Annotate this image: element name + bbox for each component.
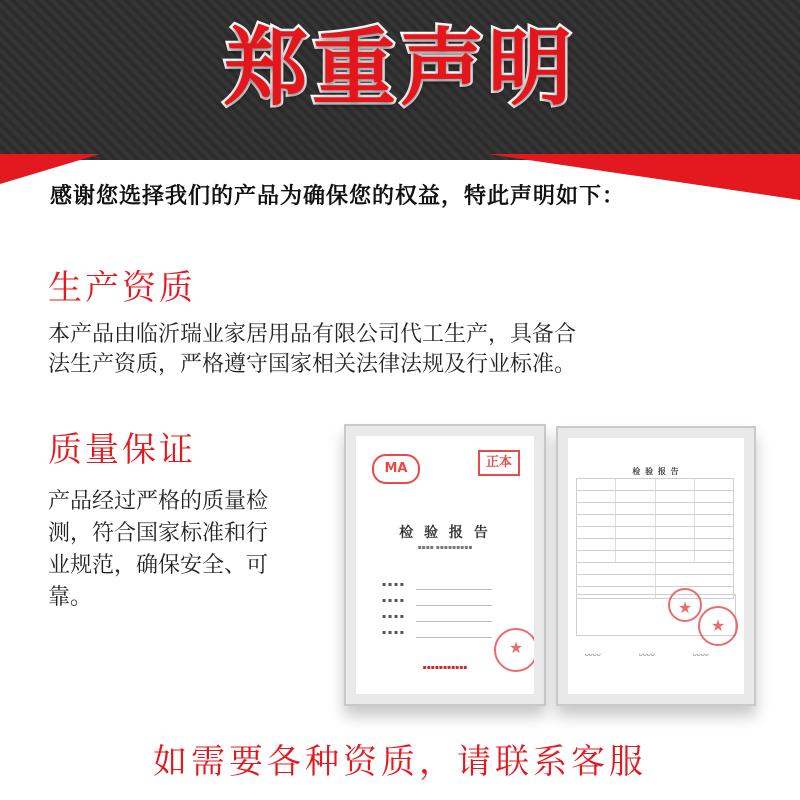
section-title-qualification: 生产资质 <box>48 268 196 308</box>
footer-contact-text: 如需要各种资质，请联系客服 <box>153 742 647 782</box>
info-value-line <box>416 628 492 638</box>
table-row <box>576 575 734 587</box>
table-row <box>576 563 734 575</box>
table-row <box>576 478 734 491</box>
section-body-qualification <box>48 320 688 380</box>
info-label-placeholder: ▪ ▪ ▪ ▪ <box>382 629 404 636</box>
certificate-paper <box>568 438 744 694</box>
certificate-paper <box>356 436 534 694</box>
intro-text: 感谢您选择我们的产品为确保您的权益，特此声明如下： <box>50 184 626 209</box>
table-row <box>576 503 734 515</box>
quality-line: 产品经过严格的质量检 <box>48 489 269 514</box>
table-cell <box>656 527 695 538</box>
left-red-stripe <box>0 154 100 184</box>
info-value-line <box>416 612 492 622</box>
table-cell <box>656 479 695 490</box>
info-value-line <box>416 580 492 590</box>
ma-mark: MA <box>372 454 420 484</box>
table-cell <box>656 575 734 586</box>
table-cell <box>616 527 655 538</box>
section-title-quality: 质量保证 <box>48 430 196 470</box>
table-cell <box>577 515 616 526</box>
info-label-placeholder: ▪ ▪ ▪ ▪ <box>382 581 404 588</box>
signature-mark: 〰〰 <box>638 651 654 660</box>
red-seal <box>668 588 702 622</box>
certificate-frame-right <box>556 426 756 706</box>
table-cell <box>616 491 655 502</box>
table-cell <box>616 503 655 514</box>
table-row <box>576 527 734 539</box>
quality-line: 测，符合国家标准和行 <box>48 521 269 546</box>
table-cell <box>656 539 695 550</box>
table-cell <box>616 479 655 490</box>
table-cell <box>577 551 616 562</box>
page-title: 郑重声明 <box>223 19 576 117</box>
info-label-placeholder: ▪ ▪ ▪ ▪ <box>382 597 404 604</box>
table-row <box>576 539 734 551</box>
red-seal <box>698 606 738 646</box>
table-cell <box>616 539 655 550</box>
table-cell <box>656 491 695 502</box>
report-title: 检 验 报 告 <box>632 467 680 476</box>
table-cell <box>695 551 733 562</box>
table-cell <box>695 479 733 490</box>
quality-line: 靠。 <box>48 585 93 610</box>
report-table <box>576 478 734 599</box>
table-row <box>576 551 734 563</box>
qualification-line: 本产品由临沂瑞业家居用品有限公司代工生产，具备合 <box>48 322 577 347</box>
qualification-line: 法生产资质，严格遵守国家相关法律法规及行业标准。 <box>48 352 577 377</box>
table-cell <box>577 563 656 574</box>
table-cell <box>616 551 655 562</box>
table-row <box>576 515 734 527</box>
section-body-quality <box>48 486 328 614</box>
table-cell <box>577 527 616 538</box>
table-cell <box>695 515 733 526</box>
table-cell <box>656 563 734 574</box>
report-title: 检 验 报 告 <box>399 525 491 541</box>
original-stamp: 正本 <box>478 450 520 476</box>
issuer-placeholder: ▪▪▪▪▪▪▪▪▪▪▪ <box>422 664 468 671</box>
table-cell <box>695 527 733 538</box>
table-cell <box>577 539 616 550</box>
info-label-placeholder: ▪ ▪ ▪ ▪ <box>382 613 404 620</box>
table-cell <box>577 491 616 502</box>
signature-mark: 〰〰 <box>692 651 708 660</box>
table-cell <box>695 539 733 550</box>
certificate-frame-left <box>344 424 546 706</box>
table-cell <box>577 479 616 490</box>
table-cell <box>577 503 616 514</box>
quality-line: 业规范，确保安全、可 <box>48 553 269 578</box>
table-cell <box>695 503 733 514</box>
table-cell <box>616 515 655 526</box>
table-cell <box>695 491 733 502</box>
table-cell <box>656 551 695 562</box>
table-cell <box>577 575 656 586</box>
info-value-line <box>416 596 492 606</box>
signature-mark: 〰〰 <box>584 651 600 660</box>
table-cell <box>656 503 695 514</box>
report-number-placeholder: ▪▪▪▪ ▪▪▪▪▪▪▪▪▪ <box>417 544 473 551</box>
table-cell <box>656 515 695 526</box>
table-row <box>576 491 734 503</box>
